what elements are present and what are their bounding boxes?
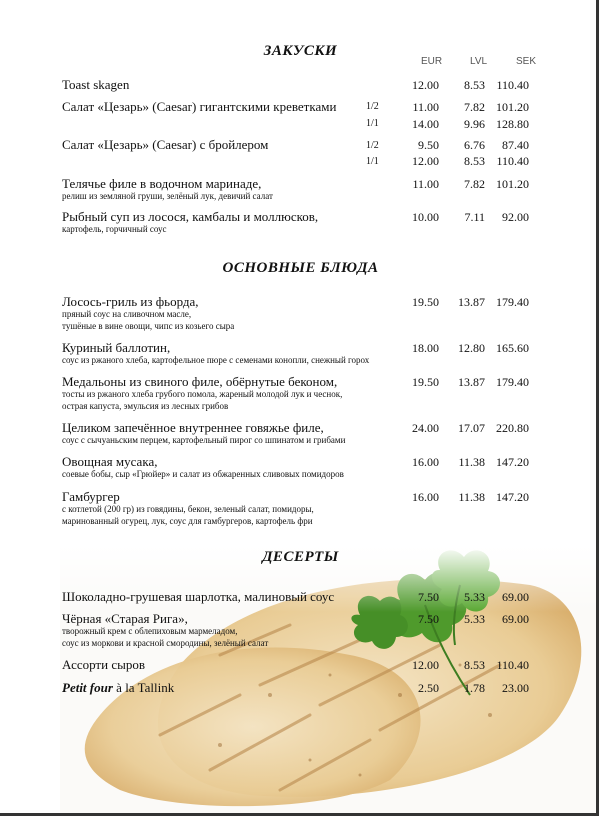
menu-item-name: Чёрная «Старая Рига», [62, 611, 188, 626]
menu-item-name: Медальоны из свиного филе, обёрнутые беконом, [62, 374, 338, 389]
price-lvl: 12.80 [458, 341, 485, 355]
price-eur: 24.00 [412, 421, 439, 435]
menu-item-description: соус из ржаного хлеба, картофельное пюре с семенами конопли, снежный горох [62, 355, 370, 365]
price-eur: 14.00 [412, 117, 439, 131]
price-eur: 16.00 [412, 455, 439, 469]
menu-item-name-rest: à la Tallink [112, 680, 175, 695]
menu-item-name: Салат «Цезарь» (Caesar) гигантскими креветками [62, 99, 337, 114]
price-sek: 87.40 [502, 138, 529, 152]
price-sek: 220.80 [496, 421, 529, 435]
menu-item-name: Целиком запечённое внутреннее говяжье филе, [62, 420, 324, 435]
price-sek: 147.20 [496, 490, 529, 504]
section-title-desserts: ДЕСЕРТЫ [262, 549, 339, 565]
price-lvl: 17.07 [458, 421, 485, 435]
price-sek: 101.20 [496, 100, 529, 114]
price-lvl: 8.53 [464, 154, 485, 168]
menu-item-description: творожный крем с облепиховым мармеладом, [62, 626, 238, 636]
price-lvl: 13.87 [458, 375, 485, 389]
price-lvl: 5.33 [464, 590, 485, 604]
menu-item-description: тушёные в вине овощи, чипс из козьего сыра [62, 321, 235, 331]
price-lvl: 8.53 [464, 658, 485, 672]
menu-item-name: Салат «Цезарь» (Caesar) с бройлером [62, 137, 269, 152]
menu-item-name: Овощная мусака, [62, 454, 158, 469]
currency-header-sek: SEK [516, 56, 537, 67]
price-lvl: 1.78 [464, 681, 485, 695]
price-eur: 19.50 [412, 375, 439, 389]
menu-item-name [62, 680, 174, 696]
portion-label: 1/2 [366, 101, 379, 112]
price-sek: 110.40 [496, 78, 529, 92]
currency-header-lvl: LVL [470, 56, 488, 67]
menu-item-description: соус из моркови и красной смородины, зелёный салат [62, 638, 269, 648]
portion-label: 1/2 [366, 140, 379, 151]
price-eur: 19.50 [412, 295, 439, 309]
menu-item-name: Toast skagen [62, 77, 130, 92]
price-lvl: 7.11 [464, 210, 485, 224]
menu-item-description: маринованный огурец, лук, соус для гамбургеров, картофель фри [62, 516, 313, 526]
menu-item-name: Лосось-гриль из фьорда, [62, 294, 199, 309]
price-eur: 12.00 [412, 658, 439, 672]
menu-item-description: соус с сычуаньским перцем, картофельный пирог со шпинатом и грибами [62, 435, 346, 445]
section-title-starters: ЗАКУСКИ [263, 43, 338, 59]
menu-item-description: острая капуста, эмульсия из лесных грибов [62, 401, 229, 411]
menu-item-name-bold: Petit four [62, 680, 113, 695]
menu-item-description: картофель, горчичный соус [62, 224, 167, 234]
portion-label: 1/1 [366, 156, 379, 167]
price-sek: 128.80 [496, 117, 529, 131]
price-lvl: 8.53 [464, 78, 485, 92]
price-sek: 23.00 [502, 681, 529, 695]
price-sek: 165.60 [496, 341, 529, 355]
price-eur: 7.50 [418, 590, 439, 604]
menu-item-description: соевые бобы, сыр «Грюйер» и салат из обжаренных сливовых помидоров [62, 469, 344, 479]
price-eur: 18.00 [412, 341, 439, 355]
grilled-chicken-image [60, 545, 596, 813]
price-eur: 10.00 [412, 210, 439, 224]
price-sek: 101.20 [496, 177, 529, 191]
price-lvl: 13.87 [458, 295, 485, 309]
menu-item-description: пряный соус на сливочном масле, [62, 309, 192, 319]
price-lvl: 11.38 [458, 490, 485, 504]
price-eur: 2.50 [418, 681, 439, 695]
menu-item-description: тосты из ржаного хлеба грубого помола, жареный молодой лук и чеснок, [62, 389, 343, 399]
price-sek: 147.20 [496, 455, 529, 469]
price-sek: 69.00 [502, 612, 529, 626]
menu-item-name: Шоколадно-грушевая шарлотка, малиновый соус [62, 589, 335, 604]
section-title-mains: ОСНОВНЫЕ БЛЮДА [222, 260, 379, 276]
price-sek: 179.40 [496, 295, 529, 309]
price-lvl: 7.82 [464, 100, 485, 114]
price-lvl: 5.33 [464, 612, 485, 626]
price-eur: 9.50 [418, 138, 439, 152]
price-eur: 16.00 [412, 490, 439, 504]
menu-item-name: Телячье филе в водочном маринаде, [62, 176, 262, 191]
price-lvl: 6.76 [464, 138, 485, 152]
menu-item-name: Гамбургер [62, 489, 120, 504]
price-sek: 69.00 [502, 590, 529, 604]
price-eur: 7.50 [418, 612, 439, 626]
price-eur: 12.00 [412, 78, 439, 92]
price-lvl: 11.38 [458, 455, 485, 469]
price-sek: 179.40 [496, 375, 529, 389]
price-lvl: 7.82 [464, 177, 485, 191]
menu-item-name: Рыбный суп из лосося, камбалы и моллюсков, [62, 209, 319, 224]
menu-item-description: релиш из земляной груши, зелёный лук, девичий салат [62, 191, 273, 201]
price-eur: 11.00 [412, 177, 439, 191]
price-sek: 110.40 [496, 658, 529, 672]
price-lvl: 9.96 [464, 117, 485, 131]
price-sek: 110.40 [496, 154, 529, 168]
menu-item-name: Куриный баллотин, [62, 340, 171, 355]
price-eur: 11.00 [412, 100, 439, 114]
price-eur: 12.00 [412, 154, 439, 168]
price-sek: 92.00 [502, 210, 529, 224]
currency-header-eur: EUR [421, 56, 443, 67]
menu-item-name: Ассорти сыров [62, 657, 145, 672]
portion-label: 1/1 [366, 118, 379, 129]
menu-item-description: с котлетой (200 гр) из говядины, бекон, зеленый салат, помидоры, [62, 504, 314, 514]
